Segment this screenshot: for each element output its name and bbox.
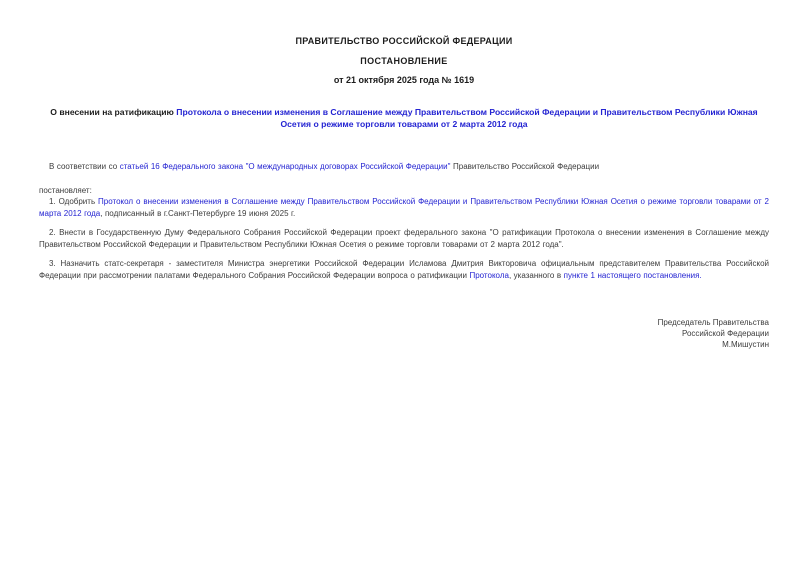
text-run: 3. Назначить статс-секретаря - заместителя Министра энергетики Российской Федерации Исламова Дмитрия Викторовича официальным представителем Правительства Российской Федерации при рассмотрении палатами Федерального Собрания Российской Федерации вопроса о ратификации	[39, 259, 769, 280]
signature-name: М.Мишустин	[722, 340, 769, 349]
resolution-item-3	[39, 258, 769, 281]
title-prefix: О внесении на ратификацию	[50, 107, 177, 117]
header-organization: ПРАВИТЕЛЬСТВО РОССИЙСКОЙ ФЕДЕРАЦИИ	[295, 36, 513, 46]
text-run: , указанного в	[508, 270, 564, 280]
preamble	[39, 161, 769, 173]
document-header	[39, 36, 769, 85]
text-run: 1. Одобрить	[49, 197, 99, 206]
preamble-text-after: Правительство Российской Федерации	[450, 162, 600, 171]
header-doc-type: ПОСТАНОВЛЕНИЕ	[360, 56, 448, 66]
resolves-word: постановляет:	[39, 185, 92, 195]
resolution-items	[39, 196, 769, 281]
document-link[interactable]: Протокол о внесении изменения в Соглашение между Правительством Российской Федерации и Правительством Республики Южная Осетия о режиме торговли товарами от 2 марта 2012 года	[39, 197, 769, 218]
signature-org-line: Российской Федерации	[682, 329, 769, 338]
signature-block	[39, 317, 769, 350]
document-link[interactable]: Протокола	[469, 270, 509, 280]
preamble-law-link[interactable]: статьей 16 Федерального закона "О международных договорах Российской Федерации"	[119, 162, 451, 171]
resolution-item-1	[39, 196, 769, 219]
signature-title-line: Председатель Правительства	[657, 318, 769, 327]
resolution-item-2	[39, 227, 769, 250]
document-title	[39, 106, 769, 130]
preamble-text-before: В соответствии со	[49, 162, 120, 171]
document-link[interactable]: пункте 1 настоящего постановления.	[563, 270, 702, 280]
title-protocol-link[interactable]: Протокола о внесении изменения в Соглашение между Правительством Российской Федерации и Правительством Республики Южная Осетия о режиме торговли товарами от 2 марта 2012 года	[176, 107, 758, 129]
text-run: , подписанный в г.Санкт-Петербурге 19 июня 2025 г.	[100, 208, 296, 218]
text-run: 2. Внести в Государственную Думу Федерального Собрания Российской Федерации проект федерального закона "О ратификации Протокола о внесении изменения в Соглашение между Правительством Российской Федерации и Правительством Республики Южная Осетия о режиме торговли товарами от 2 марта 2012 года".	[39, 228, 769, 249]
header-date-number: от 21 октября 2025 года № 1619	[333, 75, 475, 85]
